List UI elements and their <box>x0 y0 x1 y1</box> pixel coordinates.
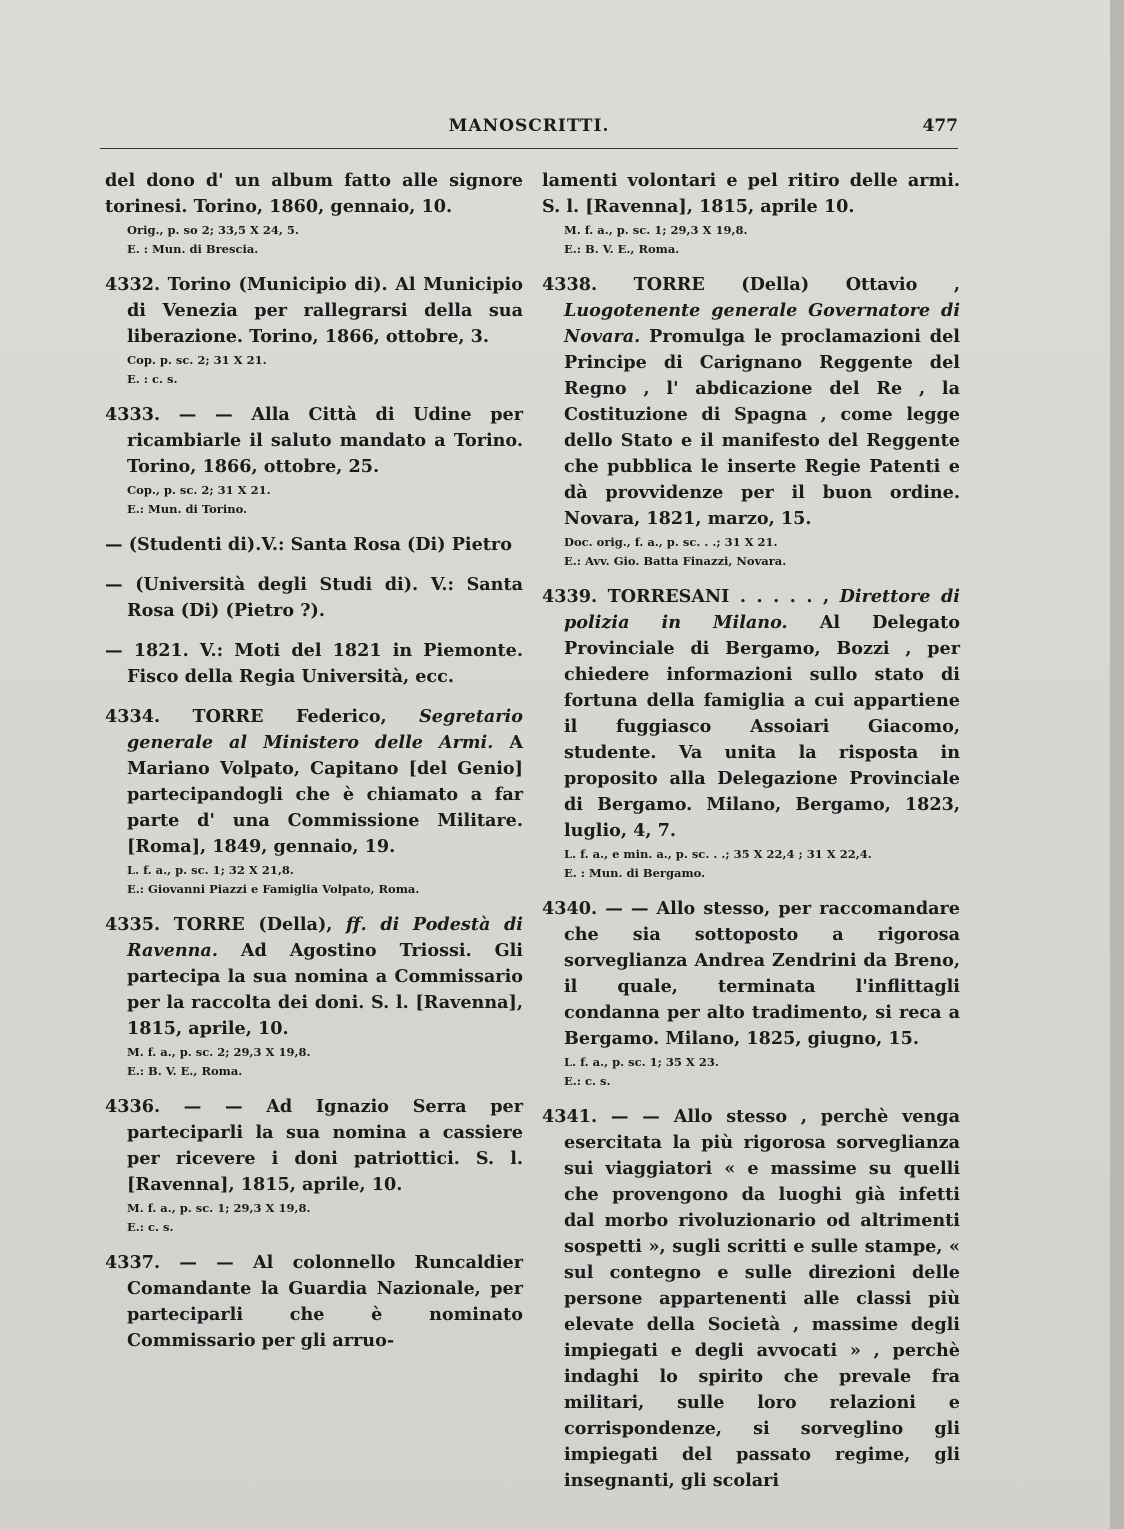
catalog-entry <box>105 638 523 690</box>
entry-meta: Cop., p. sc. 2; 31 X 21. <box>127 483 271 497</box>
entry-text <box>542 168 960 220</box>
right-column <box>542 168 960 1508</box>
entry-meta: L. f. a., p. sc. 1; 35 X 23. <box>564 1055 719 1069</box>
entry-body: — — Allo stesso , perchè venga esercitata la più rigorosa sorveglianza sui viaggiatori « e massime su quelli che provengono da luoghi già infetti dal morbo rivoluzionario od altrimenti sospetti », sugli scritti e sulle stampe, « sul contegno e sulle direzioni delle persone appartenenti alle classi più elevate della Società , massime degli impiegati e degli avvocati » , perchè indaghi lo spirito che prevale fra militari, sulle loro relazioni e corrispondenze, si sorveglino gli impiegati del passato regime, gli insegnanti, gli scolari <box>564 1106 960 1491</box>
catalog-entry <box>105 1094 523 1236</box>
entry-number: 4332. <box>105 274 161 295</box>
catalog-entry <box>105 1250 523 1354</box>
entry-text <box>542 896 960 1052</box>
entry-text <box>105 532 523 558</box>
entry-meta: E.: Giovanni Piazzi e Famiglia Volpato, Roma. <box>127 882 420 896</box>
entry-title: ff. di Podestà di Ravenna. <box>127 914 523 961</box>
entry-body: — — Allo stesso, per raccomandare che sia sottoposto a rigorosa sorveglianza Andrea Zendrini da Breno, il quale, terminata l'inflittagli condanna per alto tradimento, si reca a Bergamo. Milano, 1825, giugno, 15. <box>564 898 960 1049</box>
entry-body: — (Studenti di).V.: Santa Rosa (Di) Pietro <box>105 534 512 555</box>
entry-text <box>105 168 523 220</box>
entry-text <box>105 402 523 480</box>
entry-body: — (Università degli Studi di). V.: Santa Rosa (Di) (Pietro ?). <box>105 574 523 621</box>
catalog-entry <box>542 168 960 258</box>
entry-text <box>105 572 523 624</box>
page-edge <box>1110 0 1124 1529</box>
entry-body: lamenti volontari e pel ritiro delle armi. S. l. [Ravenna], 1815, aprile 10. <box>542 170 960 217</box>
catalog-entry <box>105 912 523 1080</box>
entry-number: 4333. <box>105 404 161 425</box>
entry-meta: E.: Mun. di Torino. <box>127 502 248 516</box>
entry-text <box>105 272 523 350</box>
entry-body: — — Ad Ignazio Serra per parteciparli la sua nomina a cassiere per ricevere i doni patriottici. S. l. [Ravenna], 1815, aprile, 10. <box>127 1096 523 1195</box>
entry-title: Segretario generale al Ministero delle Armi. <box>127 706 523 753</box>
entry-body: — — Al colonnello Runcaldier Comandante la Guardia Nazionale, per parteciparli che è nominato Commissario per gli arruo- <box>127 1252 523 1351</box>
entry-meta: E.: c. s. <box>127 1220 174 1234</box>
catalog-entry <box>105 168 523 258</box>
entry-body: TORRESANI . . . . . , <box>607 586 830 607</box>
entry-title: Direttore di polizia in Milano. <box>564 586 960 633</box>
catalog-entry <box>105 704 523 898</box>
entry-meta: Cop. p. sc. 2; 31 X 21. <box>127 353 267 367</box>
entry-body: — 1821. V.: Moti del 1821 in Piemonte. Fisco della Regia Università, ecc. <box>105 640 523 687</box>
entry-meta: E.: B. V. E., Roma. <box>127 1064 243 1078</box>
entry-rest: Ad Agostino Triossi. Gli partecipa la sua nomina a Commissario per la raccolta dei doni. S. l. [Ravenna], 1815, aprile, 10. <box>127 940 523 1039</box>
entry-meta: E.: Avv. Gio. Batta Finazzi, Novara. <box>564 554 787 568</box>
left-column <box>105 168 523 1368</box>
entry-text <box>105 1094 523 1198</box>
entry-meta: E. : Mun. di Brescia. <box>127 242 259 256</box>
entry-meta: E.: c. s. <box>564 1074 611 1088</box>
entry-number: 4338. <box>542 274 598 295</box>
running-title: MANOSCRITTI. <box>448 116 610 136</box>
entry-number: 4335. <box>105 914 161 935</box>
entry-number: 4339. <box>542 586 598 607</box>
entry-text <box>105 638 523 690</box>
entry-meta: Doc. orig., f. a., p. sc. . .; 31 X 21. <box>564 535 778 549</box>
entry-meta: E. : c. s. <box>127 372 178 386</box>
entry-meta: E. : Mun. di Bergamo. <box>564 866 706 880</box>
entry-body: TORRE Federico, <box>192 706 387 727</box>
entry-rest: A Mariano Volpato, Capitano [del Genio] partecipandogli che è chiamato a far parte d' una Commissione Militare. [Roma], 1849, gennaio, 19. <box>127 732 523 857</box>
entry-number: 4340. <box>542 898 598 919</box>
entry-body: — — Alla Città di Udine per ricambiarle il saluto mandato a Torino. Torino, 1866, ottobre, 25. <box>127 404 523 477</box>
entry-rest: Promulga le proclamazioni del Principe di Carignano Reggente del Regno , l' abdicazione del Re , la Costituzione di Spagna , come legge dello Stato e il manifesto del Reggente che pubblica le inserte Regie Patenti e dà provvidenze per il buon ordine. Novara, 1821, marzo, 15. <box>564 326 960 529</box>
entry-number: 4334. <box>105 706 161 727</box>
page-number: 477 <box>922 116 958 136</box>
catalog-entry <box>105 402 523 518</box>
catalog-entry <box>105 532 523 558</box>
entry-number: 4337. <box>105 1252 161 1273</box>
entry-body: TORRE (Della) Ottavio , <box>633 274 960 295</box>
entry-body: TORRE (Della), <box>173 914 333 935</box>
entry-meta: L. f. a., e min. a., p. sc. . .; 35 X 22,4 ; 31 X 22,4. <box>564 847 872 861</box>
entry-meta: L. f. a., p. sc. 1; 32 X 21,8. <box>127 863 294 877</box>
entry-text <box>105 1250 523 1354</box>
entry-text <box>542 272 960 532</box>
entry-number: 4336. <box>105 1096 161 1117</box>
catalog-entry <box>105 572 523 624</box>
entry-rest: Al Delegato Provinciale di Bergamo, Bozzi , per chiedere informazioni sullo stato di fortuna della famiglia a cui appartiene il fuggiasco Assoiari Giacomo, studente. Va unita la risposta in proposito alla Delegazione Provinciale di Bergamo. Milano, Bergamo, 1823, luglio, 4, 7. <box>564 612 960 841</box>
entry-body: Torino (Municipio di). Al Municipio di Venezia per rallegrarsi della sua liberazione. Torino, 1866, ottobre, 3. <box>127 274 523 347</box>
entry-meta: M. f. a., p. sc. 2; 29,3 X 19,8. <box>127 1045 311 1059</box>
entry-meta: Orig., p. so 2; 33,5 X 24, 5. <box>127 223 299 237</box>
entry-title: Luogotenente generale Governatore di Novara. <box>564 300 960 347</box>
page-header <box>100 112 958 149</box>
catalog-entry <box>542 1104 960 1494</box>
entry-text <box>105 912 523 1042</box>
entry-number: 4341. <box>542 1106 598 1127</box>
entry-text <box>542 1104 960 1494</box>
entry-body: del dono d' un album fatto alle signore torinesi. Torino, 1860, gennaio, 10. <box>105 170 523 217</box>
entry-text <box>105 704 523 860</box>
catalog-entry <box>542 272 960 570</box>
entry-text <box>542 584 960 844</box>
catalog-entry <box>105 272 523 388</box>
catalog-entry <box>542 584 960 882</box>
catalog-entry <box>542 896 960 1090</box>
entry-meta: E.: B. V. E., Roma. <box>564 242 680 256</box>
entry-meta: M. f. a., p. sc. 1; 29,3 X 19,8. <box>127 1201 311 1215</box>
entry-meta: M. f. a., p. sc. 1; 29,3 X 19,8. <box>564 223 748 237</box>
